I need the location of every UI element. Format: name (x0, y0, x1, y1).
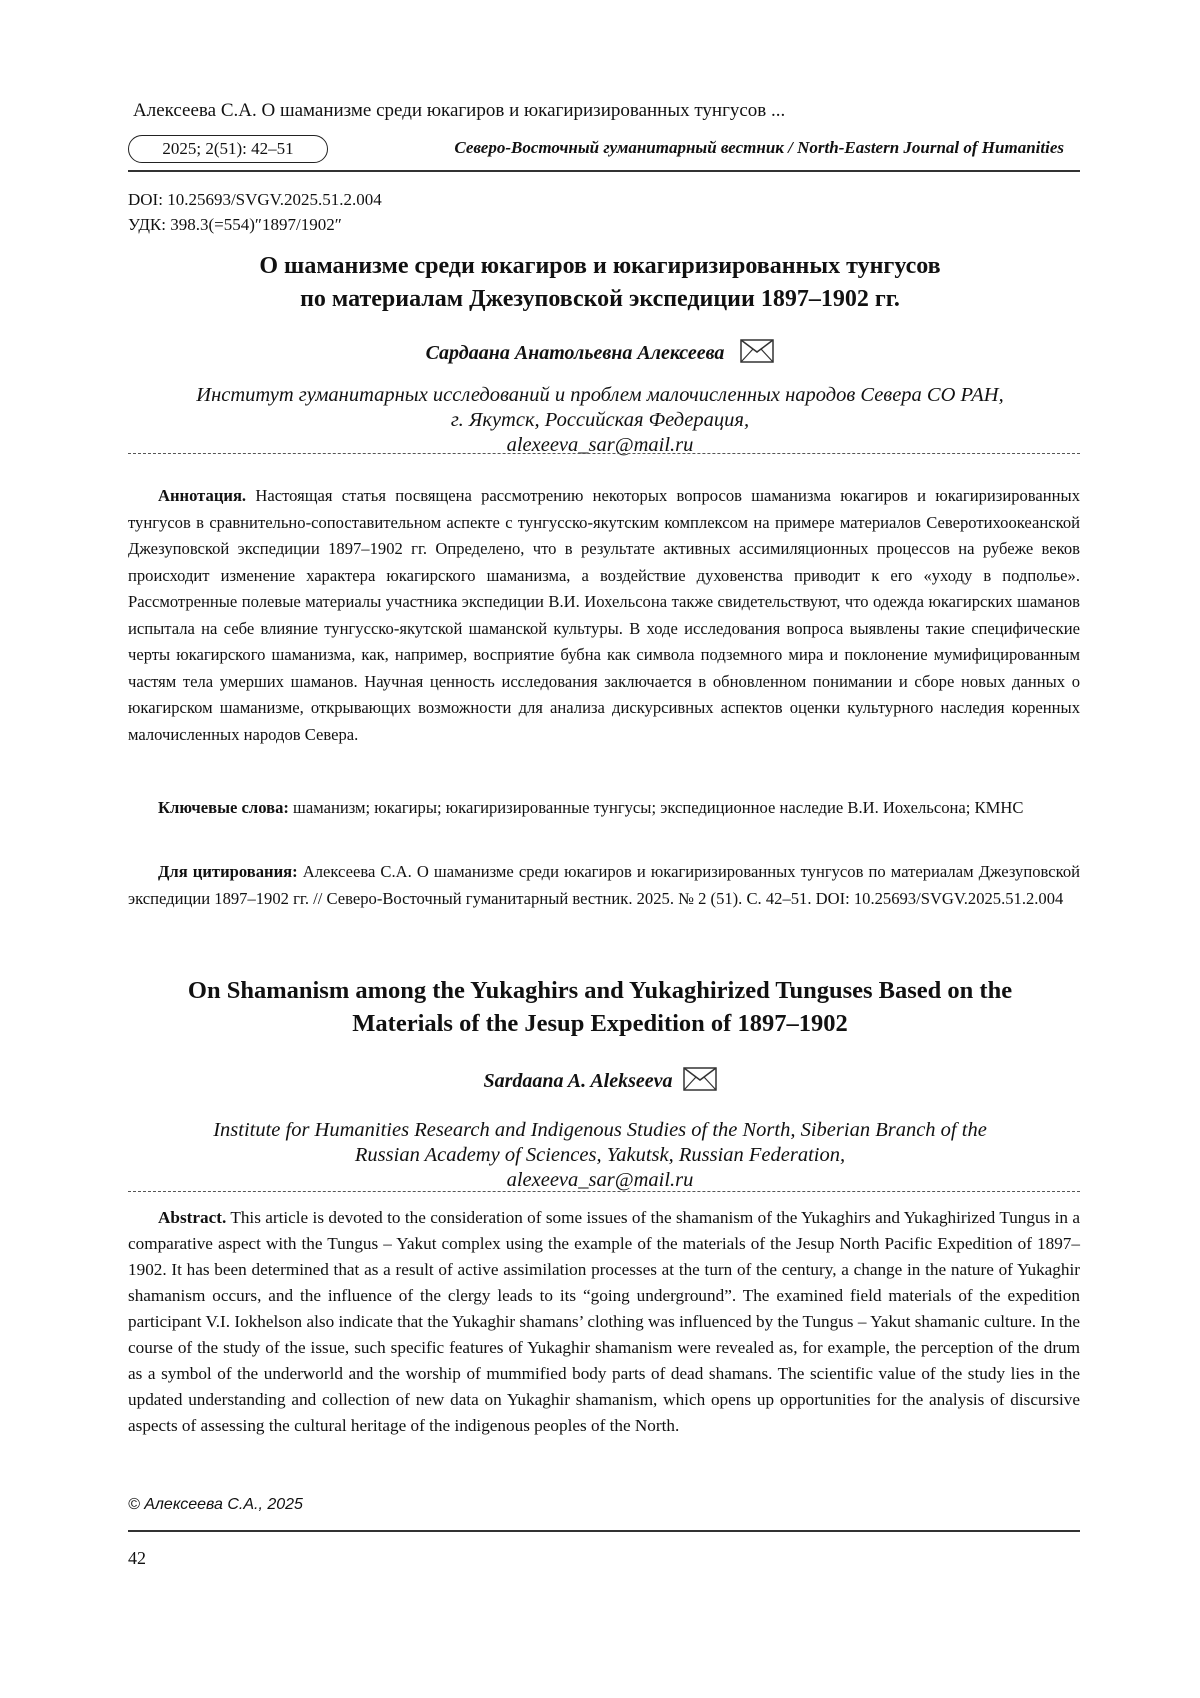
abstract-en (128, 1205, 1080, 1439)
envelope-icon[interactable] (683, 1067, 717, 1096)
citation-ru-text: Алексеева С.А. О шаманизме среди юкагиров и юкагиризированных тунгусов по материалам Джезуповской экспедиции 1897–1902 гг. // Северо-Восточный гуманитарный вестник. 2025. № 2 (51). С. 42–51. DOI: 10.25693/SVGV.2025.51.2.004 (128, 862, 1080, 908)
keywords-ru (128, 795, 1080, 822)
email-en[interactable]: alexeeva_sar@mail.ru (506, 1169, 694, 1191)
keywords-ru-label: Ключевые слова: (158, 798, 289, 817)
email-ru[interactable]: alexeeva_sar@mail.ru (506, 434, 694, 456)
dashed-divider-ru (128, 453, 1080, 454)
envelope-icon[interactable] (740, 339, 774, 368)
author-name-en: Sardaana A. Alekseeva (483, 1070, 673, 1092)
title-en-line-2: Materials of the Jesup Expedition of 1897–1902 (352, 1010, 848, 1037)
journal-name: Северо-Восточный гуманитарный вестник / North-Eastern Journal of Humanities (454, 138, 1064, 157)
abstract-ru (128, 483, 1080, 748)
doi[interactable]: DOI: 10.25693/SVGV.2025.51.2.004 (128, 190, 382, 209)
affiliation-en (120, 1118, 1080, 1193)
running-title: Алексеева С.А. О шаманизме среди юкагиров и юкагиризированных тунгусов ... (133, 100, 786, 121)
affiliation-en-line-2: Russian Academy of Sciences, Yakutsk, Russian Federation, (354, 1144, 846, 1166)
keywords-ru-text: шаманизм; юкагиры; юкагиризированные тунгусы; экспедиционное наследие В.И. Иохельсона; КМНС (293, 798, 1024, 817)
abstract-en-text: This article is devoted to the consideration of some issues of the shamanism of the Yukaghirs and Yukaghirized Tungus in a comparative aspect with the Tungus – Yakut complex using the example of the materials of the Jesup North Pacific Expedition of 1897–1902. It has been determined that as a result of active assimilation processes at the turn of the century, a change in the nature of Yukaghir shamanism occurs, and the influence of the clergy leads to its “going underground”. The examined field materials of the expedition participant V.I. Iokhelson also indicate that the Yukaghir shamans’ clothing was influenced by the Tungus – Yakut shamanic culture. In the course of the study of the issue, such specific features of Yukaghir shamanism were revealed as, for example, the perception of the drum as a symbol of the underworld and the worship of mummified body parts of dead shamans. The scientific value of the study lies in the updated understanding and collection of new data on Yukaghir shamanism, which opens up opportunities for the analysis of discursive aspects of assessing the cultural heritage of the indigenous peoples of the North. (128, 1208, 1080, 1435)
citation-ru (128, 859, 1080, 912)
title-en-line-1: On Shamanism among the Yukaghirs and Yukaghirized Tunguses Based on the (187, 977, 1013, 1004)
author-en (120, 1067, 1080, 1096)
abstract-ru-label: Аннотация. (158, 486, 247, 505)
affiliation-ru (120, 383, 1080, 458)
author-ru (120, 339, 1080, 368)
citation-ru-label: Для цитирования: (158, 862, 298, 881)
affiliation-ru-line-2: г. Якутск, Российская Федерация, (450, 409, 750, 431)
title-ru-line-1: О шаманизме среди юкагиров и юкагиризированных тунгусов (259, 253, 941, 279)
footer-divider (128, 1530, 1080, 1532)
issue-badge: 2025; 2(51): 42–51 (128, 135, 328, 163)
article-title-en (120, 974, 1080, 1040)
title-ru-line-2: по материалам Джезуповской экспедиции 1897–1902 гг. (300, 286, 900, 312)
abstract-en-label: Abstract. (158, 1208, 227, 1227)
copyright: © Алексеева С.А., 2025 (128, 1496, 303, 1513)
udk-code: УДК: 398.3(=554)″1897/1902″ (128, 215, 342, 234)
abstract-ru-text: Настоящая статья посвящена рассмотрению некоторых вопросов шаманизма юкагиров и юкагиризированных тунгусов в сравнительно-сопоставительном аспекте с тунгусско-якутским комплексом на примере материалов Северотихоокеанской Джезуповской экспедиции 1897–1902 гг. Определено, что в результате активных ассимиляционных процессов на рубеже веков происходит изменение характера юкагирского шаманизма, а воздействие духовенства приводит к его «уходу в подполье». Рассмотренные полевые материалы участника экспедиции В.И. Иохельсона также свидетельствуют, что одежда юкагирских шаманов испытала на себе влияние тунгусско-якутской шаманской культуры. В ходе исследования вопроса выявлены такие специфические черты юкагирского шаманизма, как, например, восприятие бубна как символа подземного мира и поклонение мумифицированным частям тела умерших шаманов. Научная ценность исследования заключается в обновленном понимании и сборе новых данных о юкагирском шаманизме, открывающих возможности для анализа дискурсивных аспектов оценки культурного наследия коренных малочисленных народов Севера. (128, 486, 1080, 744)
affiliation-ru-line-1: Институт гуманитарных исследований и проблем малочисленных народов Севера СО РАН, (196, 384, 1004, 406)
page-number: 42 (128, 1548, 146, 1568)
author-name-ru: Сардаана Анатольевна Алексеева (425, 342, 725, 364)
article-title-ru (120, 250, 1080, 316)
journal-header (128, 135, 1080, 167)
dashed-divider-en (128, 1191, 1080, 1192)
affiliation-en-line-1: Institute for Humanities Research and Indigenous Studies of the North, Siberian Branch of the (213, 1119, 987, 1141)
header-divider (128, 170, 1080, 172)
